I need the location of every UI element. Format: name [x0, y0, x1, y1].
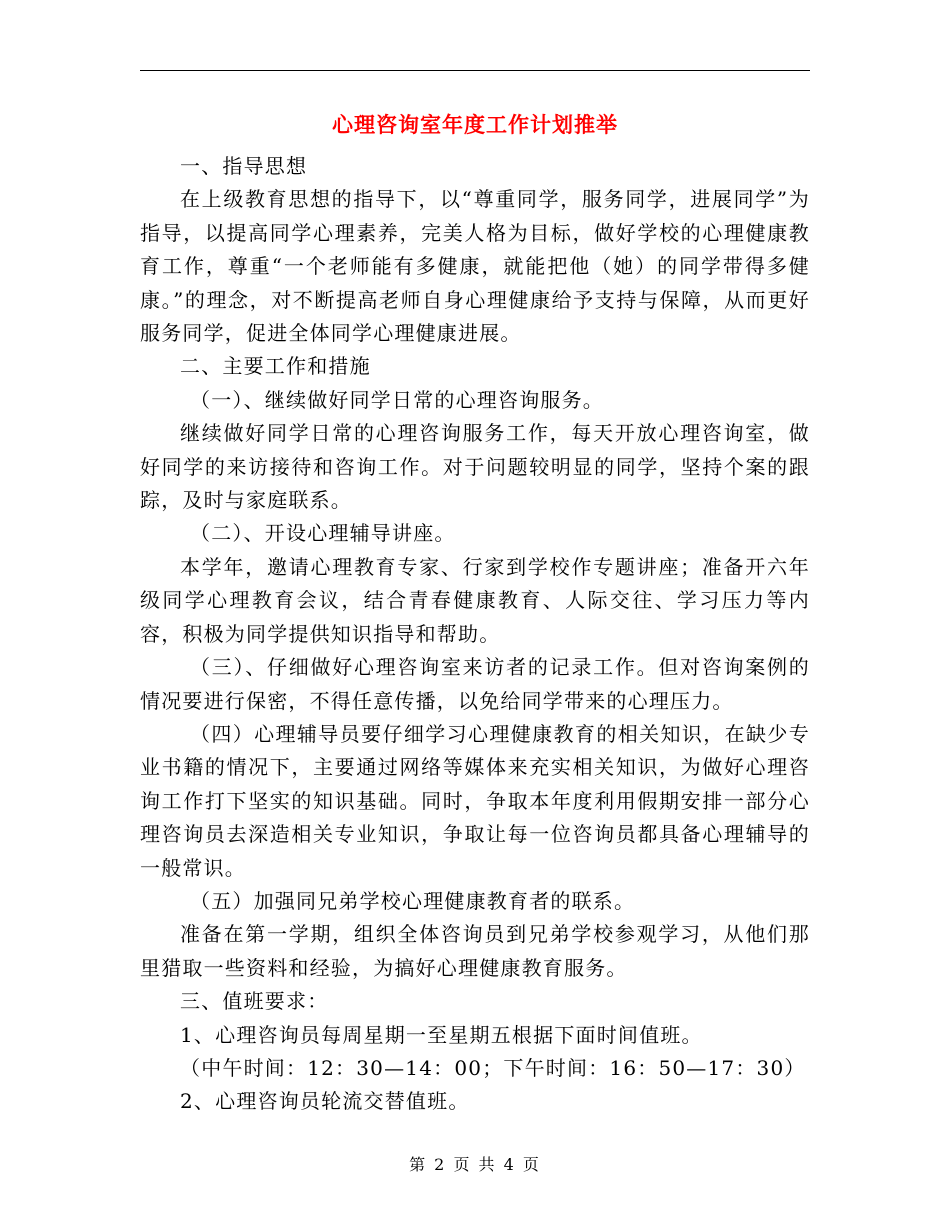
section-heading-main-work: 二、主要工作和措施 [180, 354, 371, 379]
duty-hours: （中午时间：12：30—14：00；下午时间：16：50—17：30） [180, 1055, 806, 1080]
subheading-counseling-service: （一）、继续做好同学日常的心理咨询服务。 [190, 387, 604, 412]
subheading-lectures: （二）、开设心理辅导讲座。 [190, 521, 456, 546]
subheading-school-contact: （五）加强同兄弟学校心理健康教育者的联系。 [190, 888, 636, 913]
section-heading-duty: 三、值班要求： [180, 989, 329, 1014]
paragraph-counselor-training: （四）心理辅导员要仔细学习心理健康教育的相关知识，在缺少专业书籍的情况下，主要通过网络等媒体来充实相关知识，为做好心理咨询工作打下坚实的知识基础。同时，争取本年度利用假期安排一部分心理咨询员去深造相关专业知识，争取让每一位咨询员都具备心理辅导的一般常识。 [140, 721, 810, 880]
duty-item-1: 1、心理咨询员每周星期一至星期五根据下面时间值班。 [180, 1022, 703, 1047]
document-body [140, 150, 810, 1119]
paragraph-records: （三）、仔细做好心理咨询室来访者的记录工作。但对咨询案例的情况要进行保密，不得任意传播，以免给同学带来的心理压力。 [140, 655, 810, 713]
paragraph-guiding-ideology: 在上级教育思想的指导下，以“尊重同学，服务同学，进展同学”为指导，以提高同学心理素养，完美人格为目标，做好学校的心理健康教育工作，尊重“一个老师能有多健康，就能把他（她）的同学带得多健康。”的理念，对不断提高老师自身心理健康给予支持与保障，从而更好服务同学，促进全体同学心理健康进展。 [140, 187, 810, 346]
paragraph-counseling-service: 继续做好同学日常的心理咨询服务工作，每天开放心理咨询室，做好同学的来访接待和咨询工作。对于问题较明显的同学，坚持个案的跟踪，及时与家庭联系。 [140, 421, 810, 513]
paragraph-school-contact: 准备在第一学期，组织全体咨询员到兄弟学校参观学习，从他们那里猎取一些资料和经验，为搞好心理健康教育服务。 [140, 922, 810, 980]
header-rule [140, 70, 810, 71]
document-title: 心理咨询室年度工作计划推举 [332, 112, 618, 137]
page-footer: 第 2 页 共 4 页 [409, 1155, 541, 1174]
paragraph-lectures: 本学年，邀请心理教育专家、行家到学校作专题讲座；准备开六年级同学心理教育会议，结合青春健康教育、人际交往、学习压力等内容，积极为同学提供知识指导和帮助。 [140, 554, 810, 646]
duty-item-2: 2、心理咨询员轮流交替值班。 [180, 1089, 470, 1114]
section-heading-guiding-ideology: 一、指导思想 [180, 154, 308, 178]
